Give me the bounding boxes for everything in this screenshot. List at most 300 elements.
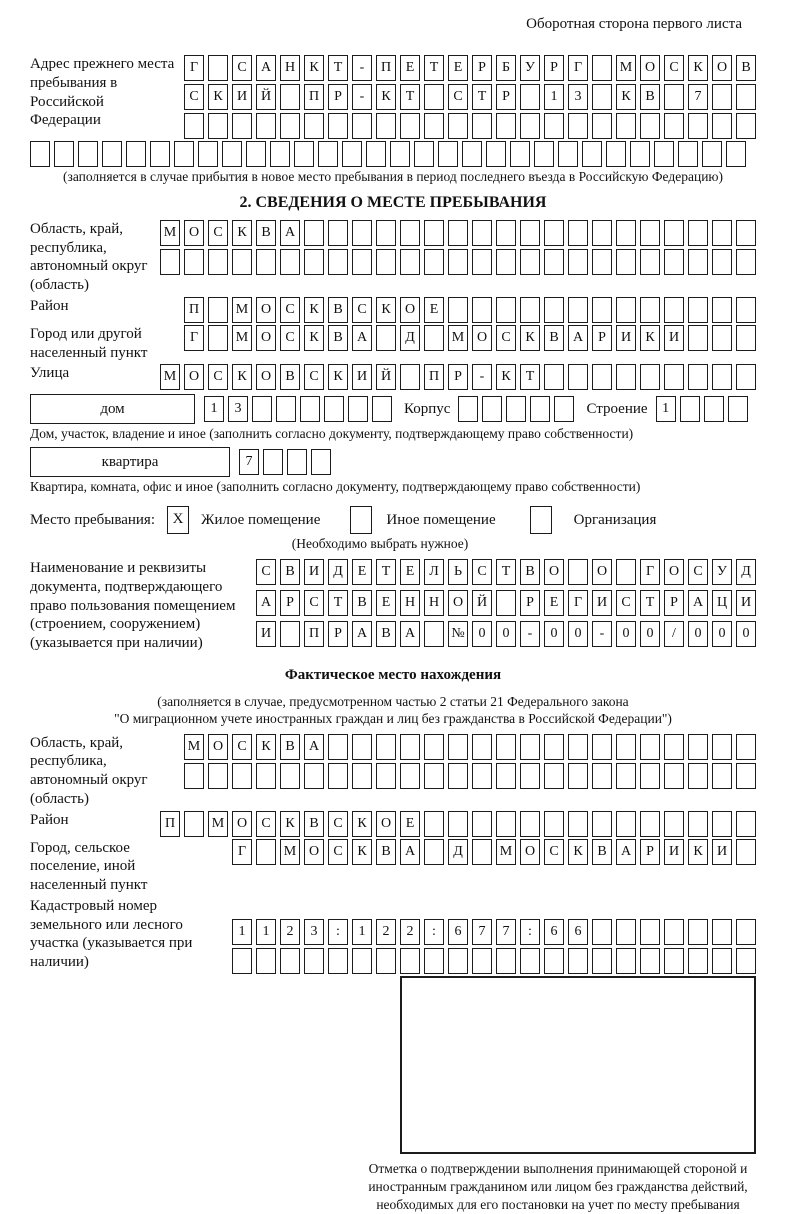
char-cell[interactable]: Н	[424, 590, 444, 616]
char-cell[interactable]: Т	[400, 84, 420, 110]
char-cell[interactable]: М	[160, 220, 180, 246]
char-cell[interactable]	[208, 249, 228, 275]
char-cell[interactable]: Г	[568, 590, 588, 616]
char-cell[interactable]: Й	[376, 364, 396, 390]
prev-address-row-3[interactable]	[184, 113, 756, 139]
char-cell[interactable]	[592, 763, 612, 789]
char-cell[interactable]: Б	[496, 55, 516, 81]
char-cell[interactable]	[256, 839, 276, 865]
char-cell[interactable]: К	[616, 84, 636, 110]
char-cell[interactable]	[208, 55, 228, 81]
char-cell[interactable]	[544, 763, 564, 789]
char-cell[interactable]	[328, 113, 348, 139]
char-cell[interactable]: Т	[472, 84, 492, 110]
char-cell[interactable]	[736, 734, 756, 760]
char-cell[interactable]: К	[328, 364, 348, 390]
char-cell[interactable]	[400, 364, 420, 390]
char-cell[interactable]	[616, 249, 636, 275]
char-cell[interactable]	[702, 141, 722, 167]
char-cell[interactable]	[606, 141, 626, 167]
char-cell[interactable]	[736, 919, 756, 945]
char-cell[interactable]	[352, 113, 372, 139]
prev-address-row-4[interactable]	[30, 141, 746, 167]
stroenie-cells[interactable]	[656, 396, 748, 422]
char-cell[interactable]	[544, 220, 564, 246]
char-cell[interactable]	[78, 141, 98, 167]
char-cell[interactable]	[328, 249, 348, 275]
char-cell[interactable]	[712, 325, 732, 351]
char-cell[interactable]: В	[280, 559, 300, 585]
char-cell[interactable]: С	[328, 811, 348, 837]
char-cell[interactable]: Ц	[712, 590, 732, 616]
char-cell[interactable]: 0	[640, 621, 660, 647]
char-cell[interactable]	[640, 297, 660, 323]
char-cell[interactable]	[664, 84, 684, 110]
char-cell[interactable]	[424, 734, 444, 760]
char-cell[interactable]: К	[376, 297, 396, 323]
char-cell[interactable]: Р	[328, 621, 348, 647]
char-cell[interactable]	[688, 763, 708, 789]
char-cell[interactable]: С	[472, 559, 492, 585]
char-cell[interactable]	[222, 141, 242, 167]
char-cell[interactable]: 1	[656, 396, 676, 422]
char-cell[interactable]	[712, 113, 732, 139]
char-cell[interactable]	[736, 113, 756, 139]
char-cell[interactable]	[352, 763, 372, 789]
char-cell[interactable]: 0	[544, 621, 564, 647]
char-cell[interactable]: 0	[712, 621, 732, 647]
char-cell[interactable]	[640, 919, 660, 945]
char-cell[interactable]	[534, 141, 554, 167]
char-cell[interactable]: 3	[568, 84, 588, 110]
char-cell[interactable]: -	[592, 621, 612, 647]
char-cell[interactable]: С	[352, 297, 372, 323]
char-cell[interactable]	[376, 948, 396, 974]
char-cell[interactable]	[544, 297, 564, 323]
char-cell[interactable]	[520, 948, 540, 974]
char-cell[interactable]: Е	[352, 559, 372, 585]
char-cell[interactable]	[558, 141, 578, 167]
char-cell[interactable]: С	[208, 364, 228, 390]
oblast-row-1[interactable]	[160, 220, 756, 246]
char-cell[interactable]: Р	[280, 590, 300, 616]
char-cell[interactable]	[712, 297, 732, 323]
char-cell[interactable]: В	[736, 55, 756, 81]
char-cell[interactable]	[592, 113, 612, 139]
char-cell[interactable]: Ь	[448, 559, 468, 585]
char-cell[interactable]	[496, 113, 516, 139]
char-cell[interactable]	[554, 396, 574, 422]
char-cell[interactable]	[616, 113, 636, 139]
char-cell[interactable]	[280, 621, 300, 647]
char-cell[interactable]: И	[256, 621, 276, 647]
char-cell[interactable]: 1	[352, 919, 372, 945]
char-cell[interactable]	[472, 839, 492, 865]
char-cell[interactable]: С	[328, 839, 348, 865]
char-cell[interactable]: Т	[328, 590, 348, 616]
char-cell[interactable]	[520, 811, 540, 837]
char-cell[interactable]	[616, 734, 636, 760]
char-cell[interactable]: В	[520, 559, 540, 585]
char-cell[interactable]: А	[280, 220, 300, 246]
char-cell[interactable]: Г	[568, 55, 588, 81]
char-cell[interactable]	[664, 734, 684, 760]
char-cell[interactable]	[568, 763, 588, 789]
char-cell[interactable]	[318, 141, 338, 167]
char-cell[interactable]: О	[184, 220, 204, 246]
char-cell[interactable]	[304, 249, 324, 275]
char-cell[interactable]: Р	[544, 55, 564, 81]
char-cell[interactable]: А	[616, 839, 636, 865]
char-cell[interactable]	[252, 396, 272, 422]
char-cell[interactable]: 3	[304, 919, 324, 945]
char-cell[interactable]: К	[352, 839, 372, 865]
char-cell[interactable]	[472, 113, 492, 139]
char-cell[interactable]	[376, 734, 396, 760]
char-cell[interactable]: К	[304, 325, 324, 351]
char-cell[interactable]	[448, 220, 468, 246]
char-cell[interactable]	[592, 734, 612, 760]
char-cell[interactable]	[246, 141, 266, 167]
char-cell[interactable]	[688, 220, 708, 246]
char-cell[interactable]: М	[208, 811, 228, 837]
char-cell[interactable]	[304, 948, 324, 974]
char-cell[interactable]: И	[592, 590, 612, 616]
char-cell[interactable]	[424, 249, 444, 275]
char-cell[interactable]: 1	[256, 919, 276, 945]
char-cell[interactable]	[304, 113, 324, 139]
char-cell[interactable]: О	[544, 559, 564, 585]
char-cell[interactable]: Р	[592, 325, 612, 351]
char-cell[interactable]	[342, 141, 362, 167]
char-cell[interactable]: Д	[736, 559, 756, 585]
char-cell[interactable]: И	[352, 364, 372, 390]
char-cell[interactable]: Й	[256, 84, 276, 110]
char-cell[interactable]: :	[520, 919, 540, 945]
char-cell[interactable]	[232, 249, 252, 275]
char-cell[interactable]	[472, 763, 492, 789]
char-cell[interactable]: Д	[448, 839, 468, 865]
char-cell[interactable]	[712, 811, 732, 837]
char-cell[interactable]: С	[256, 811, 276, 837]
char-cell[interactable]: 0	[616, 621, 636, 647]
char-cell[interactable]	[640, 763, 660, 789]
char-cell[interactable]	[592, 811, 612, 837]
char-cell[interactable]: 1	[544, 84, 564, 110]
char-cell[interactable]	[568, 559, 588, 585]
char-cell[interactable]: А	[400, 621, 420, 647]
char-cell[interactable]	[482, 396, 502, 422]
char-cell[interactable]	[544, 811, 564, 837]
char-cell[interactable]: Й	[472, 590, 492, 616]
char-cell[interactable]: О	[400, 297, 420, 323]
char-cell[interactable]: Т	[520, 364, 540, 390]
char-cell[interactable]	[544, 249, 564, 275]
char-cell[interactable]: О	[664, 559, 684, 585]
char-cell[interactable]: О	[472, 325, 492, 351]
char-cell[interactable]	[256, 249, 276, 275]
char-cell[interactable]: К	[640, 325, 660, 351]
char-cell[interactable]	[736, 325, 756, 351]
char-cell[interactable]	[520, 249, 540, 275]
char-cell[interactable]	[680, 396, 700, 422]
char-cell[interactable]	[328, 948, 348, 974]
char-cell[interactable]: С	[496, 325, 516, 351]
char-cell[interactable]	[424, 220, 444, 246]
char-cell[interactable]	[688, 113, 708, 139]
char-cell[interactable]: А	[352, 325, 372, 351]
gorod2-row[interactable]	[232, 839, 756, 865]
char-cell[interactable]	[736, 84, 756, 110]
char-cell[interactable]: И	[664, 839, 684, 865]
char-cell[interactable]	[688, 325, 708, 351]
char-cell[interactable]	[102, 141, 122, 167]
char-cell[interactable]: М	[616, 55, 636, 81]
char-cell[interactable]	[376, 220, 396, 246]
char-cell[interactable]	[184, 763, 204, 789]
char-cell[interactable]: Г	[640, 559, 660, 585]
char-cell[interactable]: А	[256, 590, 276, 616]
char-cell[interactable]	[616, 763, 636, 789]
char-cell[interactable]	[520, 113, 540, 139]
char-cell[interactable]	[736, 763, 756, 789]
char-cell[interactable]	[352, 220, 372, 246]
char-cell[interactable]: С	[448, 84, 468, 110]
char-cell[interactable]: В	[280, 734, 300, 760]
char-cell[interactable]: Е	[400, 811, 420, 837]
char-cell[interactable]	[184, 811, 204, 837]
char-cell[interactable]: 0	[568, 621, 588, 647]
char-cell[interactable]: Т	[328, 55, 348, 81]
char-cell[interactable]: И	[712, 839, 732, 865]
char-cell[interactable]: М	[232, 325, 252, 351]
char-cell[interactable]	[664, 297, 684, 323]
char-cell[interactable]: -	[352, 55, 372, 81]
char-cell[interactable]: С	[616, 590, 636, 616]
char-cell[interactable]: Т	[376, 559, 396, 585]
char-cell[interactable]	[448, 763, 468, 789]
char-cell[interactable]	[592, 297, 612, 323]
char-cell[interactable]: 7	[688, 84, 708, 110]
char-cell[interactable]	[654, 141, 674, 167]
char-cell[interactable]	[30, 141, 50, 167]
char-cell[interactable]	[424, 948, 444, 974]
char-cell[interactable]: И	[664, 325, 684, 351]
char-cell[interactable]	[712, 919, 732, 945]
char-cell[interactable]	[568, 220, 588, 246]
char-cell[interactable]	[510, 141, 530, 167]
char-cell[interactable]: О	[232, 811, 252, 837]
char-cell[interactable]	[736, 364, 756, 390]
char-cell[interactable]	[496, 220, 516, 246]
char-cell[interactable]	[568, 297, 588, 323]
char-cell[interactable]: В	[328, 297, 348, 323]
korpus-cells[interactable]	[458, 396, 574, 422]
oblast2-row-1[interactable]	[184, 734, 756, 760]
ulitsa-row[interactable]	[160, 364, 756, 390]
char-cell[interactable]	[640, 113, 660, 139]
char-cell[interactable]: -	[472, 364, 492, 390]
char-cell[interactable]	[280, 113, 300, 139]
char-cell[interactable]: Г	[184, 325, 204, 351]
char-cell[interactable]: Е	[400, 559, 420, 585]
char-cell[interactable]	[736, 811, 756, 837]
char-cell[interactable]	[304, 763, 324, 789]
char-cell[interactable]	[400, 113, 420, 139]
char-cell[interactable]: С	[544, 839, 564, 865]
char-cell[interactable]	[448, 249, 468, 275]
char-cell[interactable]: В	[376, 839, 396, 865]
char-cell[interactable]: И	[616, 325, 636, 351]
char-cell[interactable]	[208, 297, 228, 323]
char-cell[interactable]: Р	[520, 590, 540, 616]
char-cell[interactable]: 7	[472, 919, 492, 945]
char-cell[interactable]: Н	[280, 55, 300, 81]
char-cell[interactable]	[448, 734, 468, 760]
char-cell[interactable]	[712, 84, 732, 110]
char-cell[interactable]	[280, 249, 300, 275]
char-cell[interactable]	[664, 919, 684, 945]
char-cell[interactable]: -	[352, 84, 372, 110]
char-cell[interactable]: С	[304, 364, 324, 390]
char-cell[interactable]: Е	[376, 590, 396, 616]
char-cell[interactable]	[208, 113, 228, 139]
char-cell[interactable]: М	[496, 839, 516, 865]
char-cell[interactable]: -	[520, 621, 540, 647]
char-cell[interactable]: О	[376, 811, 396, 837]
char-cell[interactable]	[520, 84, 540, 110]
char-cell[interactable]: П	[160, 811, 180, 837]
char-cell[interactable]: К	[520, 325, 540, 351]
prev-address-row-1[interactable]	[184, 55, 756, 81]
char-cell[interactable]: 7	[239, 449, 259, 475]
char-cell[interactable]: 1	[204, 396, 224, 422]
char-cell[interactable]	[544, 734, 564, 760]
char-cell[interactable]: 3	[228, 396, 248, 422]
char-cell[interactable]	[472, 297, 492, 323]
char-cell[interactable]	[352, 734, 372, 760]
char-cell[interactable]: 2	[400, 919, 420, 945]
char-cell[interactable]: А	[688, 590, 708, 616]
char-cell[interactable]	[263, 449, 283, 475]
char-cell[interactable]	[712, 220, 732, 246]
char-cell[interactable]	[376, 113, 396, 139]
kadastr-row-2[interactable]	[232, 948, 756, 974]
char-cell[interactable]	[640, 734, 660, 760]
char-cell[interactable]	[472, 249, 492, 275]
char-cell[interactable]	[174, 141, 194, 167]
char-cell[interactable]	[544, 364, 564, 390]
residence-checkbox-org[interactable]	[530, 506, 552, 534]
char-cell[interactable]: П	[304, 84, 324, 110]
char-cell[interactable]	[376, 763, 396, 789]
char-cell[interactable]: О	[256, 297, 276, 323]
char-cell[interactable]	[438, 141, 458, 167]
char-cell[interactable]: С	[232, 55, 252, 81]
char-cell[interactable]: П	[304, 621, 324, 647]
char-cell[interactable]: 1	[232, 919, 252, 945]
char-cell[interactable]: В	[328, 325, 348, 351]
char-cell[interactable]: К	[352, 811, 372, 837]
char-cell[interactable]	[640, 249, 660, 275]
char-cell[interactable]	[616, 559, 636, 585]
char-cell[interactable]	[582, 141, 602, 167]
char-cell[interactable]: В	[544, 325, 564, 351]
char-cell[interactable]	[592, 948, 612, 974]
char-cell[interactable]: 2	[280, 919, 300, 945]
char-cell[interactable]	[324, 396, 344, 422]
char-cell[interactable]	[712, 249, 732, 275]
char-cell[interactable]: 0	[736, 621, 756, 647]
char-cell[interactable]: О	[184, 364, 204, 390]
char-cell[interactable]	[424, 113, 444, 139]
char-cell[interactable]: О	[256, 364, 276, 390]
char-cell[interactable]	[520, 297, 540, 323]
char-cell[interactable]: И	[736, 590, 756, 616]
char-cell[interactable]	[704, 396, 724, 422]
char-cell[interactable]: А	[256, 55, 276, 81]
char-cell[interactable]	[712, 734, 732, 760]
char-cell[interactable]	[616, 364, 636, 390]
char-cell[interactable]	[414, 141, 434, 167]
char-cell[interactable]	[496, 734, 516, 760]
char-cell[interactable]: Т	[640, 590, 660, 616]
char-cell[interactable]: П	[376, 55, 396, 81]
char-cell[interactable]	[160, 249, 180, 275]
char-cell[interactable]: К	[688, 839, 708, 865]
char-cell[interactable]: В	[256, 220, 276, 246]
raion-row[interactable]	[184, 297, 756, 323]
char-cell[interactable]: А	[568, 325, 588, 351]
char-cell[interactable]	[448, 113, 468, 139]
char-cell[interactable]	[276, 396, 296, 422]
char-cell[interactable]: К	[304, 297, 324, 323]
char-cell[interactable]: К	[568, 839, 588, 865]
char-cell[interactable]: 6	[568, 919, 588, 945]
char-cell[interactable]: Н	[400, 590, 420, 616]
char-cell[interactable]	[54, 141, 74, 167]
char-cell[interactable]: Д	[328, 559, 348, 585]
char-cell[interactable]: П	[184, 297, 204, 323]
char-cell[interactable]	[664, 763, 684, 789]
char-cell[interactable]	[568, 948, 588, 974]
char-cell[interactable]	[664, 220, 684, 246]
char-cell[interactable]	[208, 325, 228, 351]
char-cell[interactable]	[280, 948, 300, 974]
char-cell[interactable]	[520, 763, 540, 789]
char-cell[interactable]: М	[184, 734, 204, 760]
char-cell[interactable]: К	[232, 220, 252, 246]
char-cell[interactable]	[366, 141, 386, 167]
char-cell[interactable]	[390, 141, 410, 167]
char-cell[interactable]: Е	[424, 297, 444, 323]
char-cell[interactable]	[530, 396, 550, 422]
kvartira-cells[interactable]	[239, 449, 331, 475]
char-cell[interactable]: Р	[328, 84, 348, 110]
char-cell[interactable]	[472, 811, 492, 837]
char-cell[interactable]	[592, 249, 612, 275]
char-cell[interactable]: О	[208, 734, 228, 760]
char-cell[interactable]	[294, 141, 314, 167]
char-cell[interactable]	[664, 811, 684, 837]
char-cell[interactable]	[400, 948, 420, 974]
char-cell[interactable]	[496, 811, 516, 837]
char-cell[interactable]	[328, 763, 348, 789]
char-cell[interactable]	[376, 325, 396, 351]
char-cell[interactable]: 0	[688, 621, 708, 647]
char-cell[interactable]	[736, 948, 756, 974]
char-cell[interactable]	[678, 141, 698, 167]
